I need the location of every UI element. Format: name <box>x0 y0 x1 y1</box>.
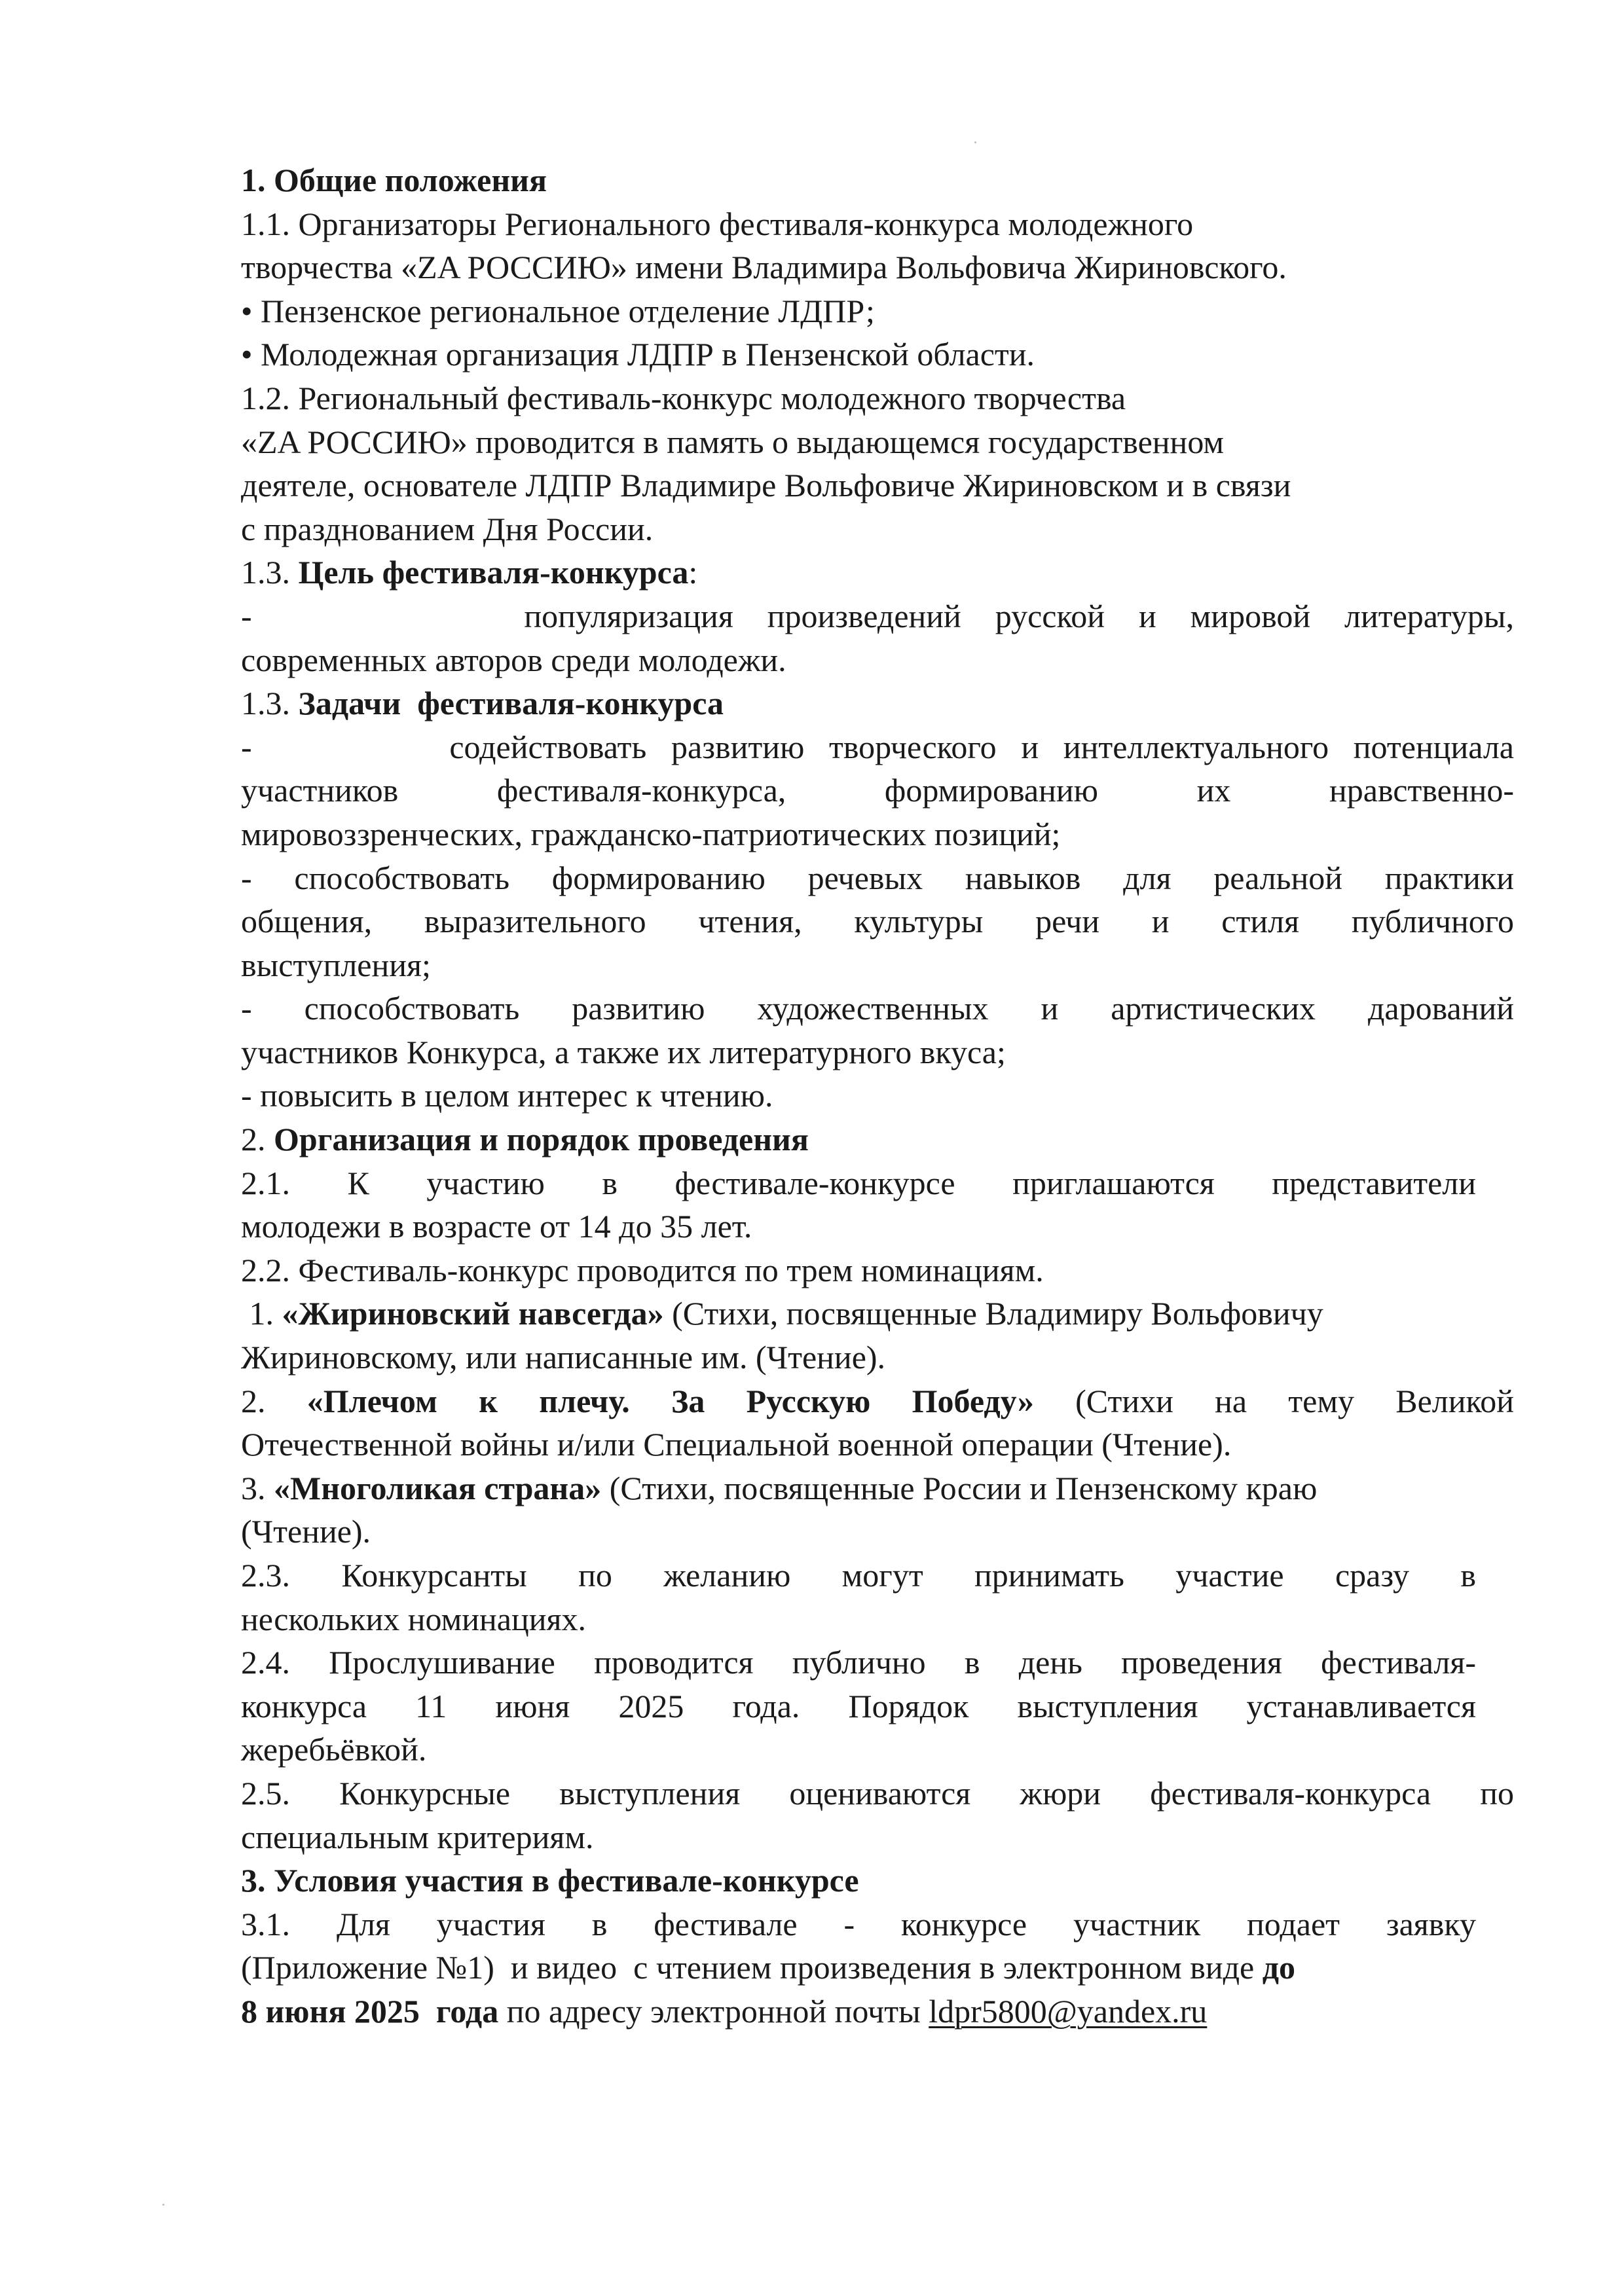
goal-title: Цель фестиваля-конкурса <box>298 554 689 591</box>
goal-colon: : <box>688 554 698 591</box>
paragraph-1-2-line: с празднованием Дня России. <box>241 510 654 547</box>
paragraph-3-1-line <box>241 1990 1514 2033</box>
paragraph-3-1-line <box>241 1946 1514 1990</box>
nomination-description-line: Отечественной войны и/или Специальной военной операции (Чтение). <box>241 1426 1232 1463</box>
goal-text-line: - популяризация произведений русской и мировой литературы, <box>241 597 1514 634</box>
nomination-description: (Стихи, посвященные Владимиру Вольфовичу <box>663 1295 1323 1332</box>
task-item-line: общения, выразительного чтения, культуры речи и стиля публичного <box>241 903 1514 940</box>
paragraph-1-1-line: 1.1. Организаторы Регионального фестиваля-конкурса молодежного <box>241 205 1194 242</box>
paragraph-3-1-text: (Приложение №1) и видео с чтением произведения в электронном виде <box>241 1949 1263 1986</box>
task-item-line: - способствовать формированию речевых навыков для реальной практики <box>241 859 1514 896</box>
paragraph-3-1-text: по адресу электронной почты <box>498 1992 929 2030</box>
paragraph-2-2: 2.2. Фестиваль-конкурс проводится по трем номинациям. <box>241 1251 1044 1288</box>
paragraph-2-3-line: нескольких номинациях. <box>241 1600 586 1637</box>
task-item-line: участников фестиваля-конкурса, формированию их нравственно- <box>241 772 1514 809</box>
paragraph-3-1-line: 3.1. Для участия в фестивале - конкурсе участник подает заявку <box>241 1905 1476 1942</box>
tasks-number: 1.3. <box>241 685 299 722</box>
task-item-line: мировоззренческих, гражданско-патриотических позиций; <box>241 815 1061 852</box>
nomination-item <box>241 1379 1514 1423</box>
paragraph-2-1-line: 2.1. К участию в фестивале-конкурсе приглашаются представители <box>241 1164 1476 1201</box>
scan-speck <box>974 141 976 143</box>
paragraph-1-2-line: «ZA РОССИЮ» проводится в память о выдающемся государственном <box>241 423 1225 460</box>
section-2-number: 2. <box>241 1121 274 1158</box>
paragraph-2-3-line: 2.3. Конкурсанты по желанию могут принимать участие сразу в <box>241 1557 1476 1594</box>
paragraph-2-1-line: молодежи в возрасте от 14 до 35 лет. <box>241 1208 752 1245</box>
nomination-number: 1. <box>241 1295 282 1332</box>
task-item-line: - способствовать развитию художественных и артистических дарований <box>241 990 1514 1027</box>
nomination-description: (Стихи, посвященные России и Пензенскому краю <box>601 1469 1318 1506</box>
document-body <box>241 158 1514 2033</box>
paragraph-1-1-line: творчества «ZA РОССИЮ» имени Владимира Вольфовича Жириновского. <box>241 249 1287 286</box>
goal-heading <box>241 551 1514 594</box>
goal-number: 1.3. <box>241 554 299 591</box>
paragraph-1-2-line: деятеле, основателе ЛДПР Владимире Вольфовиче Жириновском и в связи <box>241 467 1291 504</box>
deadline-date: 8 июня 2025 года <box>241 1992 499 2030</box>
nomination-number: 2. <box>241 1382 307 1419</box>
deadline-prefix: до <box>1262 1949 1296 1986</box>
task-item-line: выступления; <box>241 946 431 983</box>
paragraph-2-5-line: специальным критериям. <box>241 1818 594 1855</box>
section-heading-general: 1. Общие положения <box>241 162 547 198</box>
tasks-heading <box>241 682 1514 725</box>
section-heading-organization <box>241 1118 1514 1161</box>
paragraph-2-4-line: жеребьёвкой. <box>241 1731 427 1768</box>
nomination-number: 3. <box>241 1469 274 1506</box>
section-2-title: Организация и порядок проведения <box>274 1121 809 1158</box>
task-item-line: участников Конкурса, а также их литературного вкуса; <box>241 1033 1006 1070</box>
nomination-description-line: Жириновскому, или написанные им. (Чтение). <box>241 1339 886 1376</box>
nomination-title: «Многоликая страна» <box>274 1469 602 1506</box>
section-heading-conditions: 3. Условия участия в фестивале-конкурсе <box>241 1862 859 1899</box>
paragraph-1-2-line: 1.2. Региональный фестиваль-конкурс молодежного творчества <box>241 379 1126 416</box>
paragraph-2-4-line: 2.4. Прослушивание проводится публично в день проведения фестиваля- <box>241 1644 1476 1681</box>
paragraph-2-4-line: конкурса 11 июня 2025 года. Порядок выступления устанавливается <box>241 1687 1476 1724</box>
nomination-description-line: (Чтение). <box>241 1513 371 1550</box>
nomination-item <box>241 1467 1514 1510</box>
nomination-item <box>241 1292 1514 1336</box>
goal-text-line: современных авторов среди молодежи. <box>241 641 786 678</box>
tasks-title: Задачи фестиваля-конкурса <box>298 685 724 722</box>
email-link[interactable]: ldpr5800@yandex.ru <box>929 1992 1208 2030</box>
organizer-list-item: • Молодежная организация ЛДПР в Пензенской области. <box>241 336 1035 373</box>
nomination-title: «Жириновский навсегда» <box>282 1295 664 1332</box>
scan-speck <box>162 2204 164 2206</box>
paragraph-2-5-line: 2.5. Конкурсные выступления оцениваются жюри фестиваля-конкурса по <box>241 1774 1514 1812</box>
nomination-description: (Стихи на тему Великой <box>1075 1382 1514 1419</box>
nomination-title: «Плечом к плечу. За Русскую Победу» <box>306 1382 1034 1419</box>
task-item-line: - содействовать развитию творческого и интеллектуального потенциала <box>241 728 1514 765</box>
task-item-line: - повысить в целом интерес к чтению. <box>241 1077 773 1114</box>
organizer-list-item: • Пензенское региональное отделение ЛДПР; <box>241 292 875 329</box>
